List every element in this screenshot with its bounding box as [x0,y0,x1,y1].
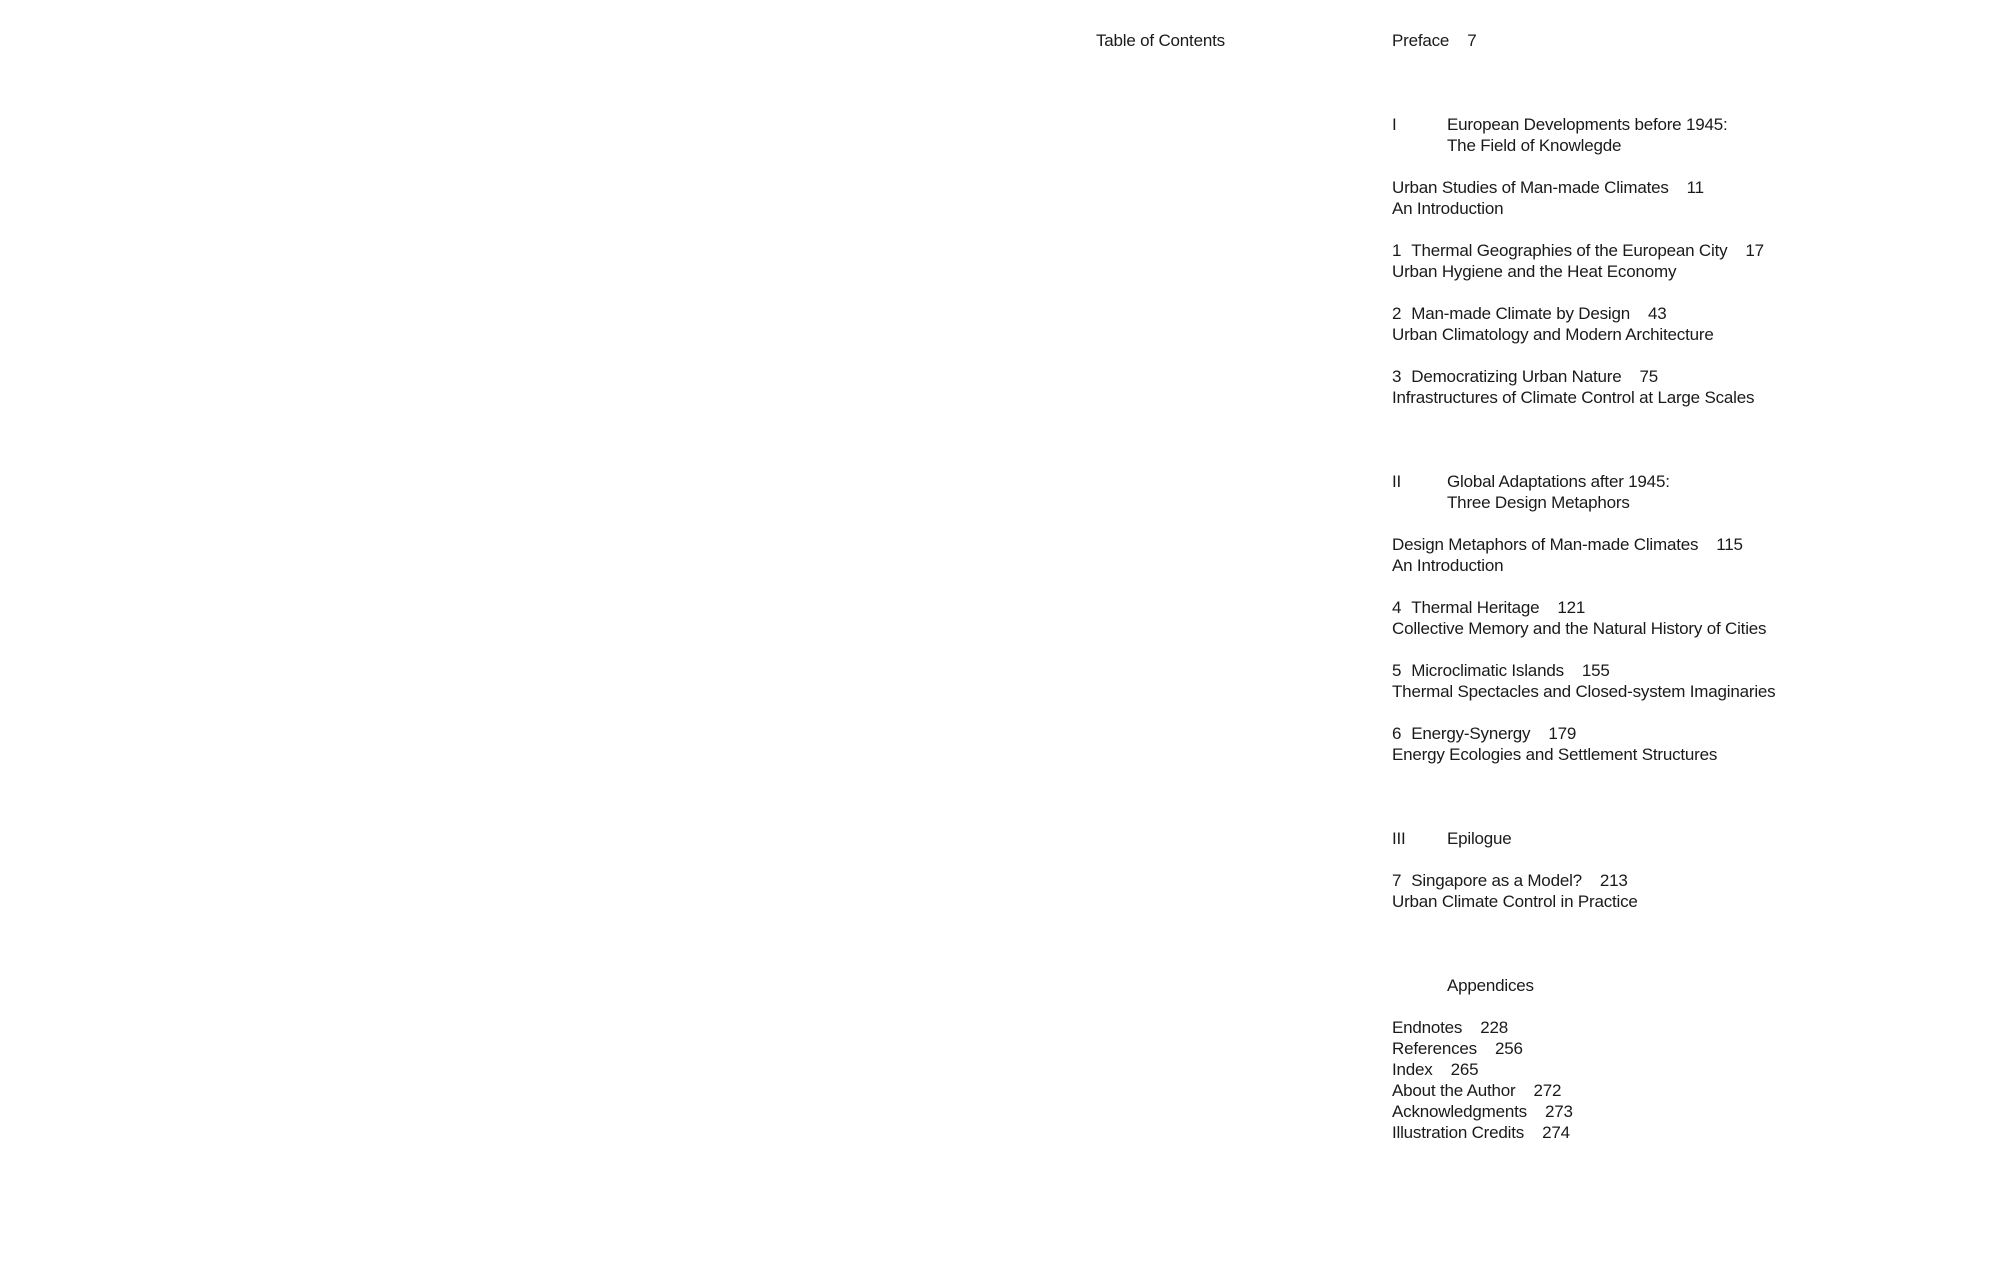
toc-entry[interactable] [1392,366,1952,408]
part-title-line: The Field of Knowlegde [1447,136,1622,155]
entry-subtitle: Urban Hygiene and the Heat Economy [1392,262,1677,281]
chapter-number: 6 [1392,724,1402,743]
chapter-number: 1 [1392,241,1402,260]
entry-subtitle: Collective Memory and the Natural History of Cities [1392,619,1767,638]
entry-title: Thermal Heritage [1411,598,1540,617]
appendix-title: Acknowledgments [1392,1102,1527,1121]
entry-page: 43 [1648,304,1667,323]
part-numeral: III [1392,829,1406,848]
appendices [1392,975,1952,1143]
entry-subtitle: Urban Climate Control in Practice [1392,892,1638,911]
part-title-line: Global Adaptations after 1945: [1447,472,1670,491]
chapter-number: 7 [1392,871,1402,890]
entry-subtitle: An Introduction [1392,556,1504,575]
toc-entry[interactable] [1392,240,1952,282]
chapter-number: 3 [1392,367,1402,386]
part-title-line: Epilogue [1447,829,1512,848]
entry-title: Singapore as a Model? [1411,871,1582,890]
appendices-title: Appendices [1447,976,1534,995]
chapter-number: 4 [1392,598,1402,617]
chapter-number: 2 [1392,304,1402,323]
appendix-page: 265 [1450,1060,1479,1079]
entry-page: 11 [1686,178,1704,197]
entry-title: Microclimatic Islands [1411,661,1564,680]
part-title-line: European Developments before 1945: [1447,115,1728,134]
entry-title: Man-made Climate by Design [1411,304,1630,323]
appendix-item[interactable] [1392,1122,1952,1143]
part-i [1392,114,1952,408]
appendix-page: 272 [1533,1081,1562,1100]
entry-page: 155 [1581,661,1610,680]
appendix-page: 273 [1544,1102,1573,1121]
entry-title: Urban Studies of Man-made Climates [1392,178,1669,197]
toc-entry[interactable] [1392,723,1952,765]
part-ii [1392,471,1952,765]
appendix-page: 256 [1494,1039,1523,1058]
toc-entry[interactable] [1392,534,1952,576]
toc-entry[interactable] [1392,597,1952,639]
part-numeral: II [1392,472,1402,491]
entry-page: 75 [1639,367,1659,386]
preface-page: 7 [1467,31,1477,50]
entry-page: 213 [1599,871,1628,890]
entry-subtitle: Thermal Spectacles and Closed-system Imaginaries [1392,682,1776,701]
part-heading-iii [1392,828,1952,849]
appendices-list [1392,1017,1952,1143]
part-numeral: I [1392,115,1397,134]
part-iii [1392,828,1952,912]
appendix-title: Index [1392,1060,1433,1079]
appendix-title: References [1392,1039,1477,1058]
appendix-page: 228 [1480,1018,1509,1037]
entry-page: 179 [1548,724,1577,743]
toc-entry[interactable] [1392,303,1952,345]
preface-title: Preface [1392,31,1450,50]
entry-subtitle: Urban Climatology and Modern Architecture [1392,325,1714,344]
part-title-line: Three Design Metaphors [1447,493,1630,512]
toc-entry[interactable] [1392,660,1952,702]
entry-title: Thermal Geographies of the European City [1411,241,1728,260]
preface-entry[interactable] [1392,30,1952,51]
chapter-number: 5 [1392,661,1402,680]
appendix-item[interactable] [1392,1017,1952,1038]
appendix-title: Endnotes [1392,1018,1463,1037]
toc-column [1392,30,1952,1143]
entry-subtitle: An Introduction [1392,199,1504,218]
appendix-item[interactable] [1392,1080,1952,1101]
entry-title: Design Metaphors of Man-made Climates [1392,535,1699,554]
appendix-page: 274 [1542,1123,1570,1142]
entry-page: 121 [1557,598,1586,617]
appendices-heading [1392,975,1952,996]
entry-page: 17 [1745,241,1764,260]
toc-entry[interactable] [1392,870,1952,912]
appendix-item[interactable] [1392,1038,1952,1059]
part-heading-ii [1392,471,1952,513]
entry-title: Democratizing Urban Nature [1411,367,1622,386]
part-heading-i [1392,114,1952,156]
appendix-title: Illustration Credits [1392,1123,1525,1142]
entry-subtitle: Infrastructures of Climate Control at Large Scales [1392,388,1755,407]
appendix-item[interactable] [1392,1059,1952,1080]
entry-page: 115 [1716,535,1743,554]
appendix-title: About the Author [1392,1081,1516,1100]
entry-subtitle: Energy Ecologies and Settlement Structures [1392,745,1718,764]
toc-entry[interactable] [1392,177,1952,219]
toc-heading: Table of Contents [1096,31,1225,50]
entry-title: Energy-Synergy [1411,724,1531,743]
appendix-item[interactable] [1392,1101,1952,1122]
